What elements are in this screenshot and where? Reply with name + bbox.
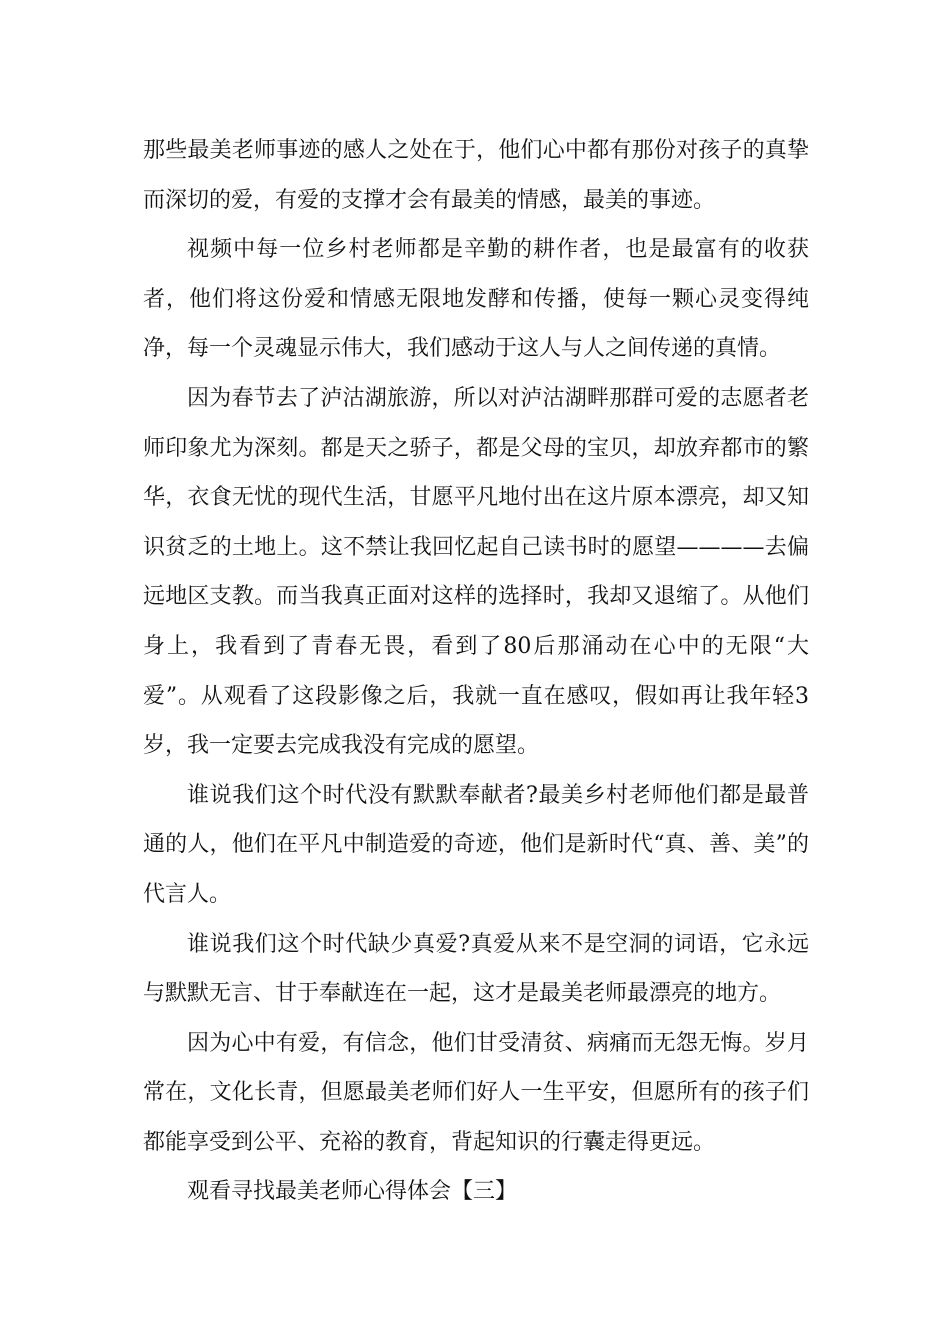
- paragraph: 因为心中有爱，有信念，他们甘受清贫、病痛而无怨无悔。岁月常在，文化长青，但愿最美老师们好人一生平安，但愿所有的孩子们都能享受到公平、充裕的教育，背起知识的行囊走得更远。: [143, 1030, 809, 1155]
- paragraph: 谁说我们这个时代缺少真爱?真爱从来不是空洞的词语，它永远与默默无言、甘于奉献连在一起，这才是最美老师最漂亮的地方。: [143, 931, 809, 1007]
- paragraph-continued: 那些最美老师事迹的感人之处在于，他们心中都有那份对孩子的真挚而深切的爱，有爱的支撑才会有最美的情感，最美的事迹。: [143, 138, 809, 213]
- section-heading: 观看寻找最美老师心得体会【三】: [187, 1179, 518, 1205]
- paragraph: 视频中每一位乡村老师都是辛勤的耕作者，也是最富有的收获者，他们将这份爱和情感无限地发酵和传播，使每一颗心灵变得纯净，每一个灵魂显示伟大，我们感动于这人与人之间传递的真情。: [143, 237, 809, 362]
- document-body: [143, 126, 809, 1217]
- paragraph: 谁说我们这个时代没有默默奉献者?最美乡村老师他们都是最普通的人，他们在平凡中制造爱的奇迹，他们是新时代“真、善、美”的代言人。: [143, 782, 809, 907]
- paragraph: 因为春节去了泸沽湖旅游，所以对泸沽湖畔那群可爱的志愿者老师印象尤为深刻。都是天之骄子，都是父母的宝贝，却放弃都市的繁华，衣食无忧的现代生活，甘愿平凡地付出在这片原本漂亮，却又知识贫乏的土地上。这不禁让我回忆起自己读书时的愿望————去偏远地区支教。而当我真正面对这样的选择时，我却又退缩了。从他们身上，我看到了青春无畏，看到了80后那涌动在心中的无限“大爱”。从观看了这段影像之后，我就一直在感叹，假如再让我年轻3岁，我一定要去完成我没有完成的愿望。: [143, 385, 809, 759]
